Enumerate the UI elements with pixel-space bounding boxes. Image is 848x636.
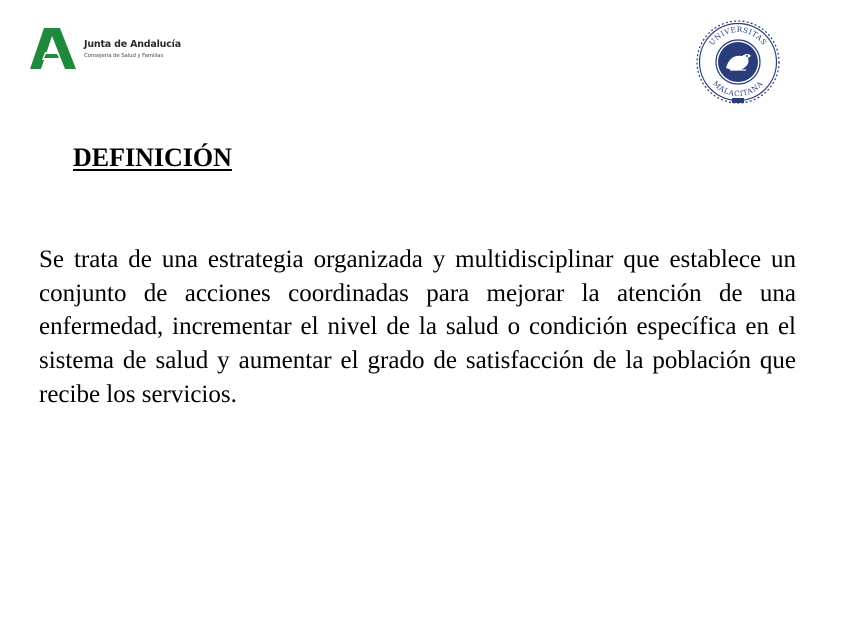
junta-name: Junta de Andalucía <box>84 39 181 50</box>
junta-department: Consejería de Salud y Familias <box>84 53 164 59</box>
junta-andalucia-logo <box>30 26 181 70</box>
junta-andalucia-a-icon <box>30 26 76 70</box>
definition-paragraph: Se trata de una estrategia organizada y multidisciplinar que establece un conjunto de acciones coordinadas para mejorar la atención de una enfermedad, incrementar el nivel de la salud o condición específica en el sistema de salud y aumentar el grado de satisfacción de la población que recibe los servicios. <box>39 246 796 408</box>
svg-text:UNIVERSITAS: UNIVERSITAS <box>707 24 769 47</box>
universidad-malaga-seal-icon <box>694 18 782 106</box>
svg-text:MALACITANA: MALACITANA <box>711 78 765 99</box>
slide-title: DEFINICIÓN <box>73 143 232 172</box>
